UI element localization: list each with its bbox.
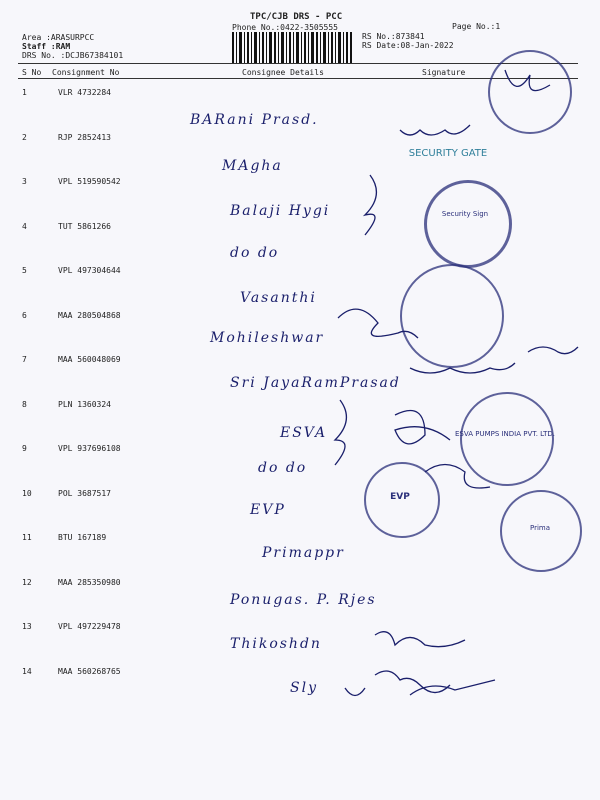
row-consignment-no: RJP 2852413 <box>58 132 111 142</box>
row-consignment-no: VLR 4732284 <box>58 88 111 97</box>
page-number: Page No.:1 <box>452 22 501 31</box>
row-sno: 2 <box>22 132 27 142</box>
column-sno: S No <box>22 68 42 77</box>
row-consignee-handwriting: Thikoshdn <box>230 636 322 652</box>
security-sign-text: Security Sign <box>441 210 489 218</box>
row-consignment-no: POL 3687517 <box>58 488 111 498</box>
column-signature: Signature <box>422 68 466 77</box>
row-consignee-handwriting: do do <box>258 460 308 476</box>
row-consignee-handwriting: BARani Prasd. <box>190 112 319 128</box>
row-consignee-handwriting: Vasanthi <box>240 290 317 306</box>
row-consignee-handwriting: EVP <box>250 502 286 518</box>
esva-stamp-text: ESVA PUMPS INDIA PVT. LTD. <box>455 430 555 438</box>
rs-number: RS No.:873841 <box>362 32 425 41</box>
row-sno: 1 <box>22 88 27 97</box>
row-consignee-handwriting: Sri JayaRamPrasad <box>230 375 401 391</box>
row-consignment-no: VPL 937696108 <box>58 444 121 453</box>
row-consignee-handwriting: Ponugas. P. Rjes <box>230 592 377 608</box>
row-sno: 11 <box>22 533 32 542</box>
row-consignment-no: BTU 167189 <box>58 533 107 542</box>
row-consignee-handwriting: Balaji Hygi <box>230 203 331 219</box>
column-consignment: Consignment No <box>52 68 120 77</box>
row-sno: 8 <box>22 399 27 409</box>
row-consignment-no: MAA 285350980 <box>58 577 121 587</box>
page-title: TPC/CJB DRS - PCC <box>250 12 343 22</box>
row-sno: 14 <box>22 666 32 676</box>
staff-label: Staff :RAM <box>22 42 71 51</box>
row-sno: 6 <box>22 310 27 320</box>
row-sno: 3 <box>22 177 27 186</box>
row-sno: 9 <box>22 444 27 453</box>
row-sno: 12 <box>22 577 32 587</box>
security-gate-stamp: SECURITY GATE <box>408 148 488 159</box>
row-consignee-handwriting: MAgha <box>222 158 283 174</box>
row-consignment-no: VPL 519590542 <box>58 177 121 186</box>
row-consignment-no: MAA 560268765 <box>58 666 121 676</box>
row-consignment-no: VPL 497304644 <box>58 266 121 275</box>
row-consignee-handwriting: Primappr <box>262 545 345 561</box>
row-sno: 13 <box>22 622 32 631</box>
row-consignee-handwriting: Mohileshwar <box>210 330 325 346</box>
row-consignment-no: MAA 280504868 <box>58 310 121 320</box>
row-consignee-handwriting: ESVA <box>280 425 328 441</box>
row-consignment-no: MAA 560048069 <box>58 355 121 364</box>
row-sno: 4 <box>22 221 27 231</box>
phone-number: Phone No.:0422-3505555 <box>232 23 338 32</box>
prima-stamp-text: Prima <box>529 524 551 532</box>
column-consignee: Consignee Details <box>242 68 324 77</box>
drs-number: DRS No. :DCJB67384101 <box>22 51 124 60</box>
row-consignment-no: PLN 1360324 <box>58 399 111 409</box>
row-consignee-handwriting: Sly <box>290 680 318 696</box>
evp-stamp-text: EVP <box>390 492 410 502</box>
row-consignment-no: TUT 5861266 <box>58 221 111 231</box>
row-consignee-handwriting: do do <box>230 245 280 261</box>
row-sno: 10 <box>22 488 32 498</box>
area-label: Area :ARASURPCC <box>22 33 95 42</box>
rs-date: RS Date:08-Jan-2022 <box>362 41 454 50</box>
row-sno: 5 <box>22 266 27 275</box>
row-sno: 7 <box>22 355 27 364</box>
row-consignment-no: VPL 497229478 <box>58 622 121 631</box>
